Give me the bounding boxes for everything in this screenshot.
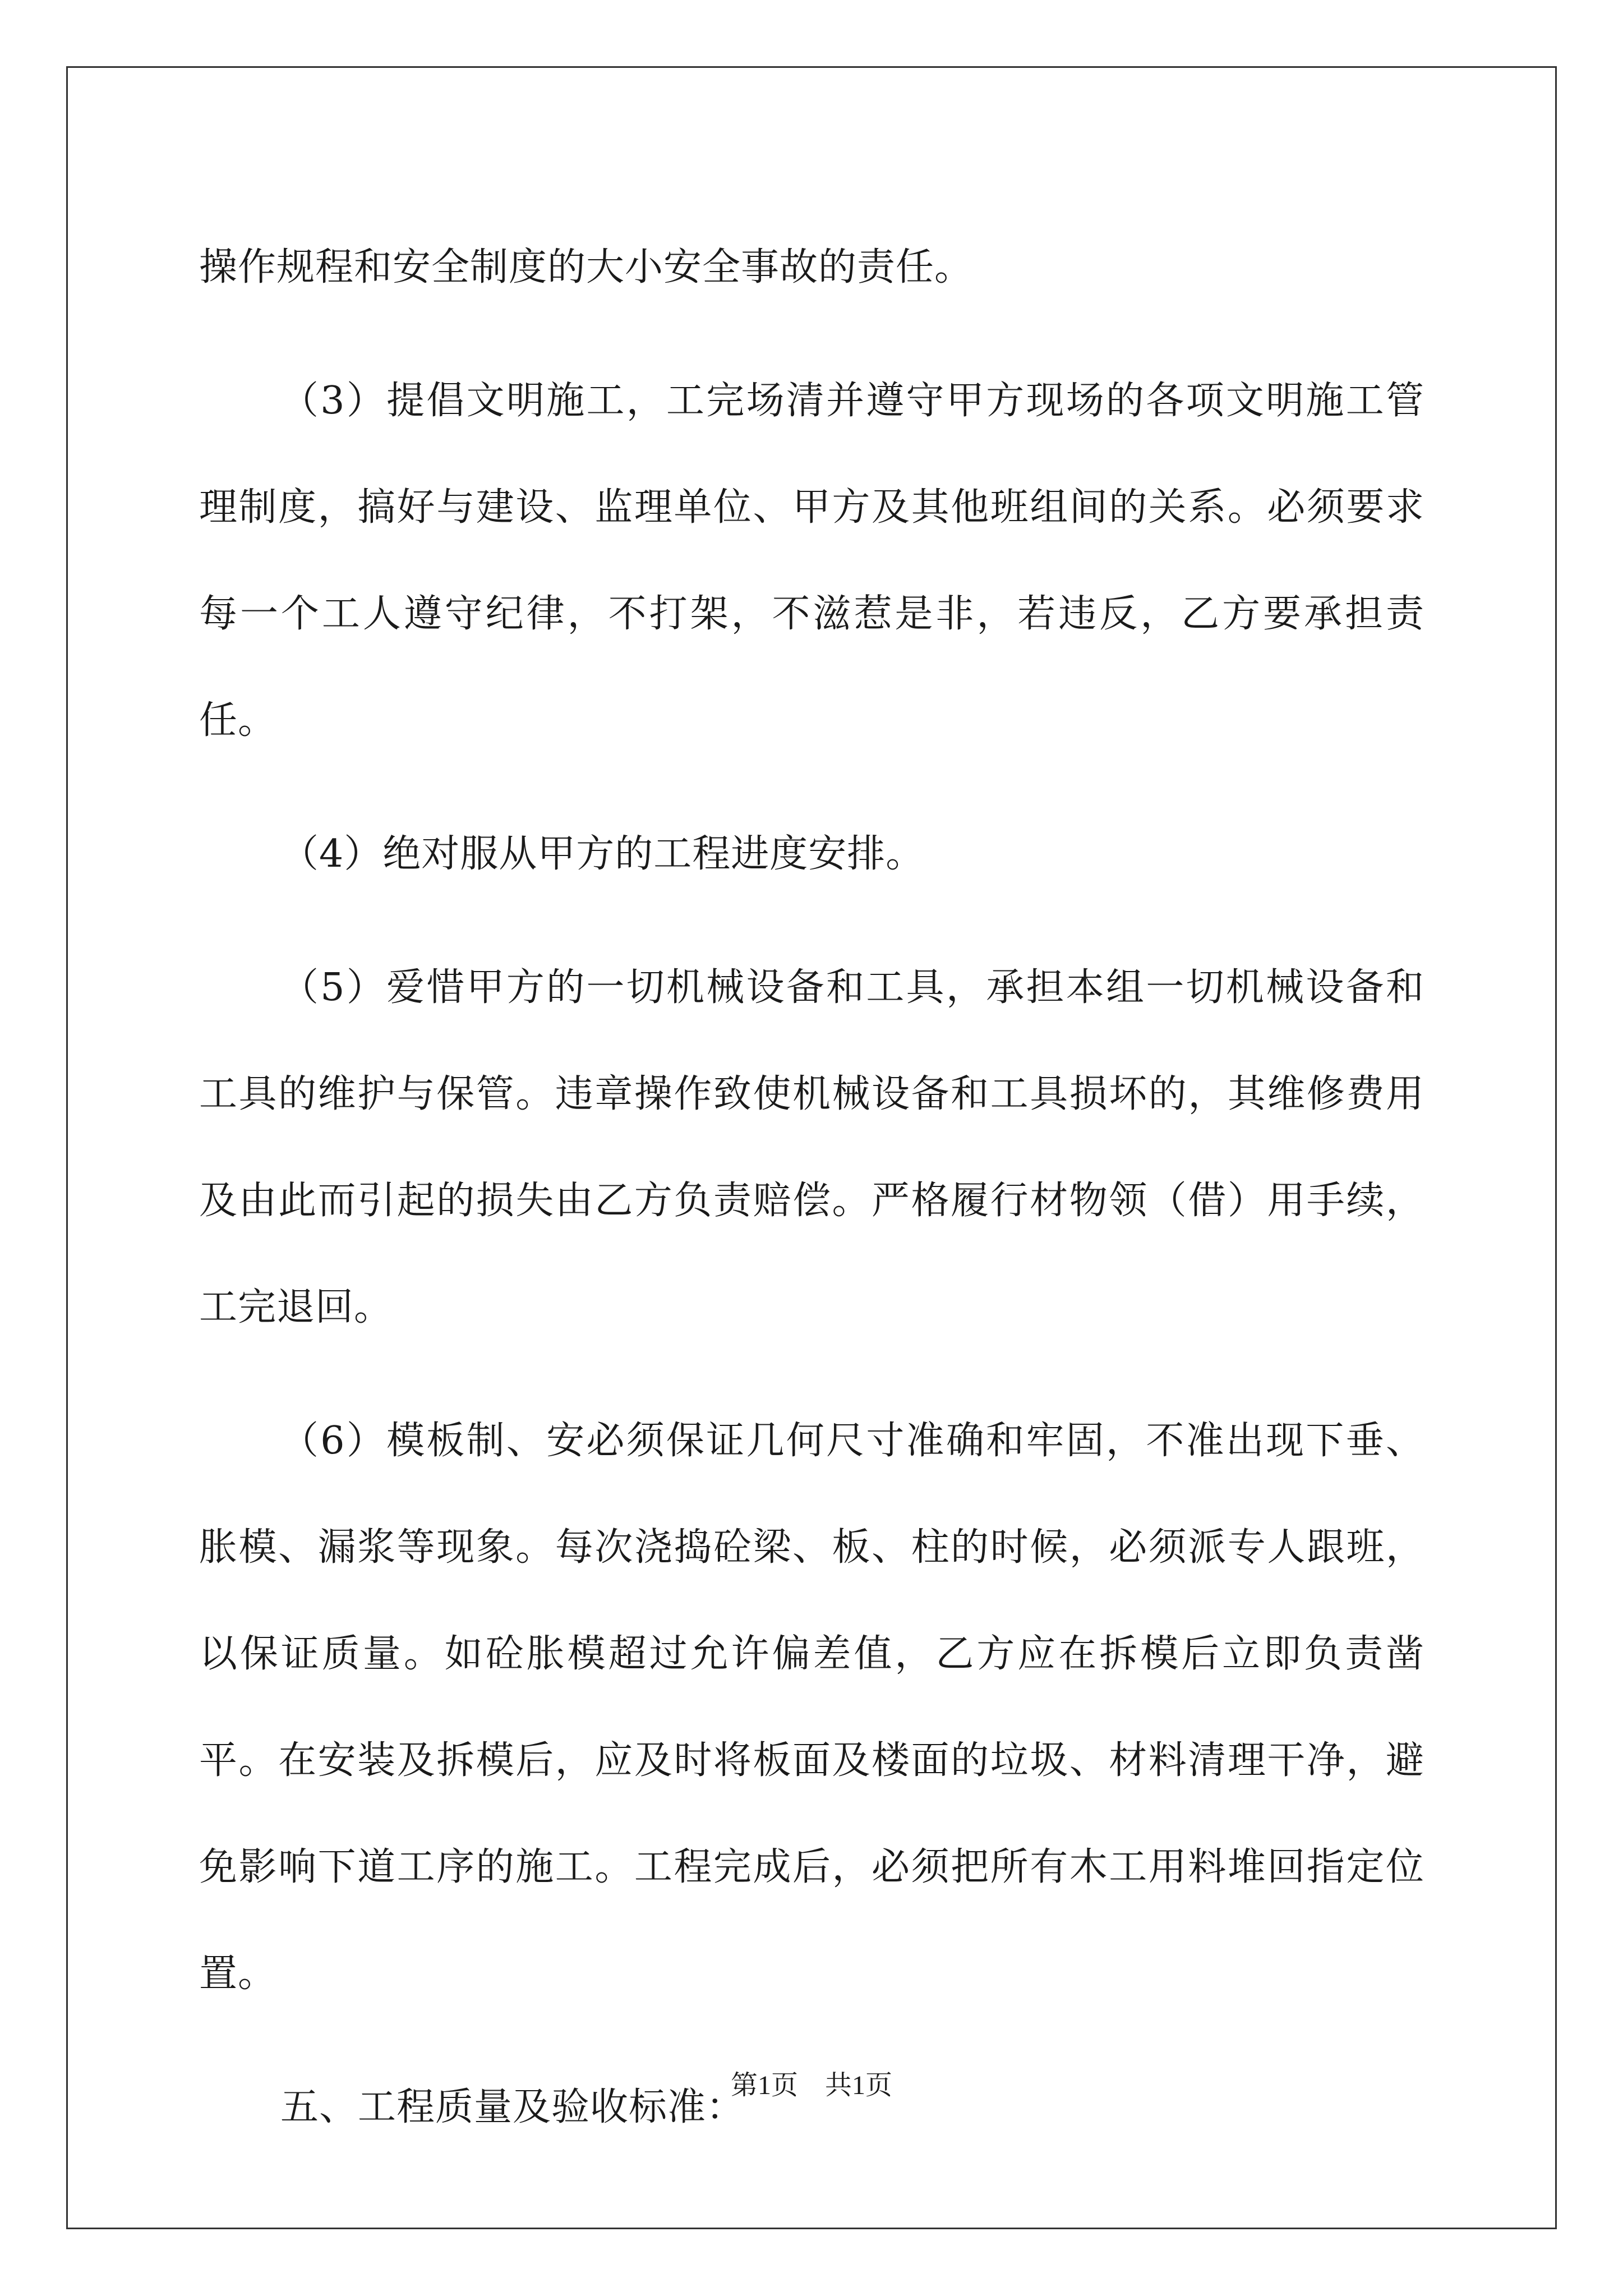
document-body (199, 214, 1424, 2188)
page-number: 第1页 共1页 (730, 2070, 892, 2100)
paragraph-continuation: 操作规程和安全制度的大小安全事故的责任。 (199, 245, 974, 289)
paragraph-item-6: （6）模板制、安必须保证几何尺寸准确和牢固，不准出现下垂、胀模、漏浆等现象。每次浇捣砼梁、板、柱的时候，必须派专人跟班，以保证质量。如砼胀模超过允许偏差值，乙方应在拆模后立即负责凿平。在安装及拆模后，应及时将板面及楼面的垃圾、材料清理干净，避免影响下道工序的施工。工程完成后，必须把所有木工用料堆回指定位置。 (199, 1419, 1424, 1996)
paragraph-item-3: （3）提倡文明施工，工完场清并遵守甲方现场的各项文明施工管理制度，搞好与建设、监理单位、甲方及其他班组间的关系。必须要求每一个工人遵守纪律，不打架，不滋惹是非，若违反，乙方要承担责任。 (199, 379, 1424, 743)
paragraph-item-4: （4）绝对服从甲方的工程进度安排。 (280, 832, 925, 876)
paragraph-item-5: （5）爱惜甲方的一切机械设备和工具，承担本组一切机械设备和工具的维护与保管。违章操作致使机械设备和工具损坏的，其维修费用及由此而引起的损失由乙方负责赔偿。严格履行材物领（借）用手续，工完退回。 (199, 965, 1424, 1329)
section-heading-quality: 五、工程质量及验收标准： (280, 2085, 745, 2129)
